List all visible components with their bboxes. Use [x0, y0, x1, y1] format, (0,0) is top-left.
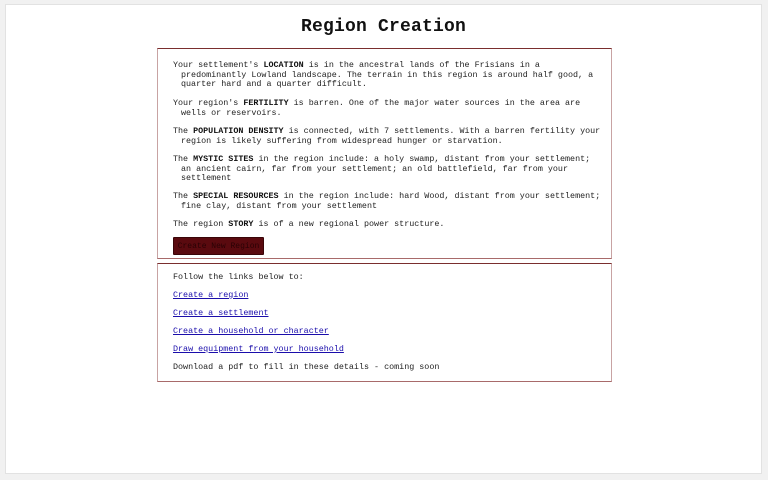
pdf-download-note: Download a pdf to fill in these details - coming soon: [173, 362, 440, 372]
location-keyword: LOCATION: [263, 60, 304, 70]
population-paragraph: [173, 127, 601, 146]
fertility-keyword: FERTILITY: [243, 98, 289, 108]
story-keyword: STORY: [228, 219, 254, 229]
links-panel: [157, 263, 612, 382]
create-new-region-button[interactable]: Create New Region: [173, 237, 264, 255]
paragraph-text: in the region include: hard Wood, distant from your settlement; fine clay, distant from your settlement: [181, 191, 601, 211]
paragraph-prefix: The: [173, 154, 194, 164]
draw-equipment-link[interactable]: Draw equipment from your household: [173, 344, 344, 354]
paragraph-text: is barren. One of the major water sources in the area are wells or reservoirs.: [181, 98, 581, 118]
paragraph-prefix: Your settlement's: [173, 60, 264, 70]
page-container: [5, 4, 762, 474]
location-paragraph: [173, 61, 601, 90]
mystic-sites-keyword: MYSTIC SITES: [193, 154, 254, 164]
mystic-sites-paragraph: [173, 155, 601, 184]
create-region-link[interactable]: Create a region: [173, 290, 249, 300]
page-title: Region Creation: [300, 17, 467, 37]
paragraph-prefix: The: [173, 191, 194, 201]
paragraph-prefix: Your region's: [173, 98, 244, 108]
paragraph-text: is connected, with 7 settlements. With a barren fertility your region is likely suffering from widespread hunger or starvation.: [181, 126, 601, 146]
paragraph-prefix: The region: [173, 219, 229, 229]
fertility-paragraph: [173, 99, 601, 118]
paragraph-text: is of a new regional power structure.: [253, 219, 445, 229]
create-settlement-link[interactable]: Create a settlement: [173, 308, 269, 318]
paragraph-text: in the region include: a holy swamp, distant from your settlement; an ancient cairn, far from your settlement; an old battlefield, far from your settlement: [181, 154, 591, 184]
population-keyword: POPULATION DENSITY: [193, 126, 284, 136]
links-intro: Follow the links below to:: [173, 272, 304, 282]
paragraph-prefix: The: [173, 126, 194, 136]
special-resources-keyword: SPECIAL RESOURCES: [193, 191, 279, 201]
special-resources-paragraph: [173, 192, 601, 211]
paragraph-text: is in the ancestral lands of the Frisians in a predominantly Lowland landscape. The terrain in this region is around half good, a quarter hard and a quarter difficult.: [181, 60, 594, 90]
create-household-link[interactable]: Create a household or character: [173, 326, 329, 336]
region-details-panel: [157, 48, 612, 259]
story-paragraph: [173, 220, 601, 230]
